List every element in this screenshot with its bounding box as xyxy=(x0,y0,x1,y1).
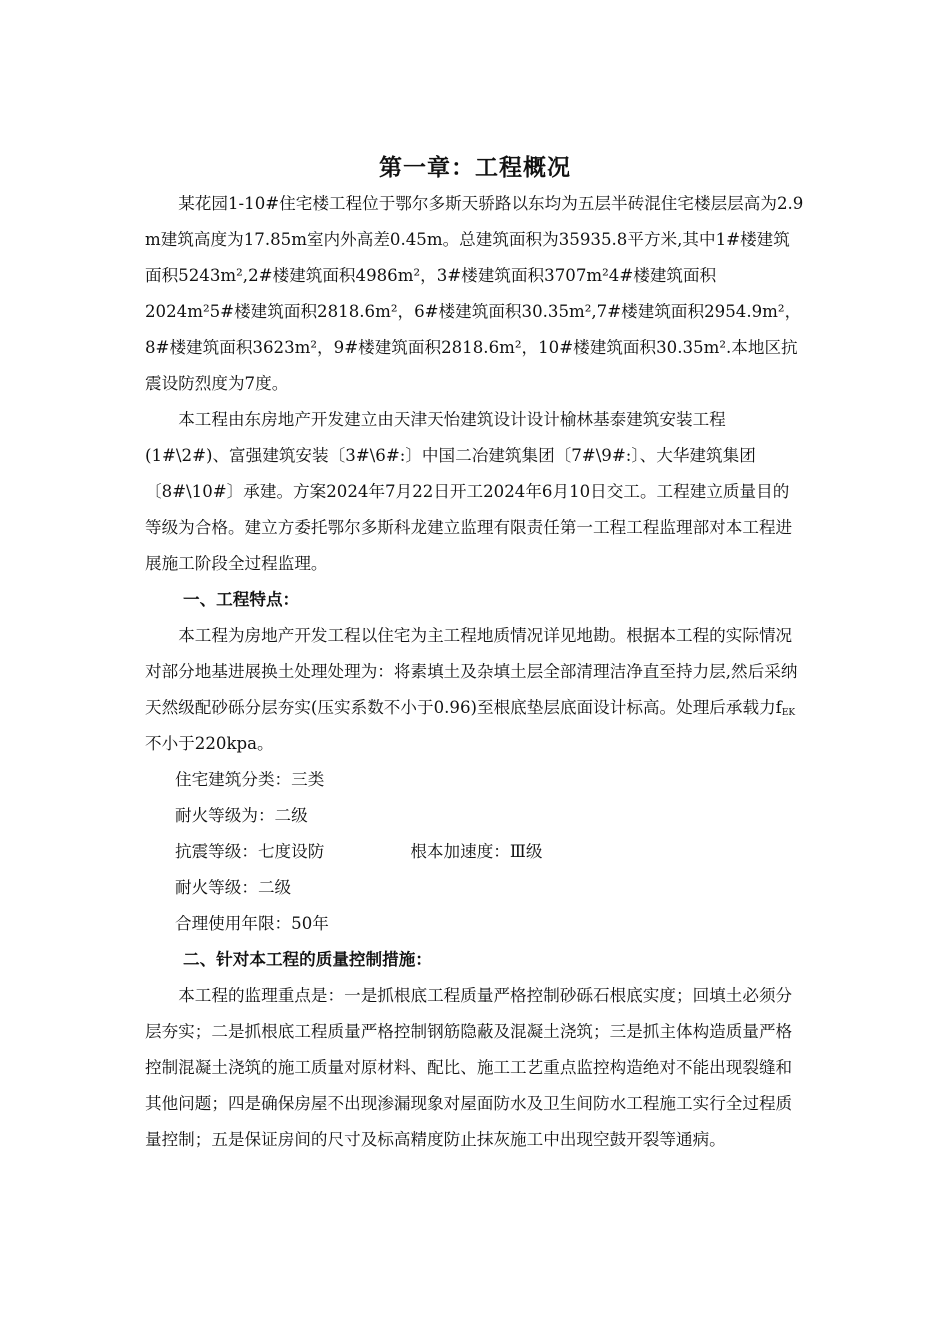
features-text: 本工程为房地产开发工程以住宅为主工程地质情况详见地勘。根据本工程的实际情况对部分地基进展换土处理处理为：将素填土及杂填土层全部清理洁净直至持力层,然后采纳天然级配砂砾分层夯实(压实系数不小于0.96)至根底垫层底面设计标高。处理后承载力f xyxy=(145,626,798,717)
item-seismic-row xyxy=(145,834,805,870)
item-residential-class: 住宅建筑分类：三类 xyxy=(175,770,325,789)
overview-paragraph-1: 某花园1-10#住宅楼工程位于鄂尔多斯天骄路以东均为五层半砖混住宅楼层层高为2.9 m建筑高度为17.85m室内外高差0.45m。总建筑面积为35935.8平方米,其中1#楼建筑面积5243m²,2#楼建筑面积4986m²，3#楼建筑面积3707m²4#楼建筑面积2024m²5#楼建筑面积2818.6m²，6#楼建筑面积30.35m²,7#楼建筑面积2954.9m²，8#楼建筑面积3623m²，9#楼建筑面积2818.6m²，10#楼建筑面积30.35m².本地区抗震设防烈度为7度。 xyxy=(145,194,804,393)
features-text-end: 不小于220kpa。 xyxy=(145,734,274,753)
item-base-acceleration: 根本加速度：Ⅲ级 xyxy=(410,842,543,861)
section-heading-quality-control: 二、针对本工程的质量控制措施： xyxy=(183,950,432,969)
section-heading-features: 一、工程特点： xyxy=(183,590,300,609)
item-seismic-grade: 抗震等级：七度设防 xyxy=(175,842,325,861)
bearing-subscript: EK xyxy=(781,708,796,718)
item-fire-rating-1: 耐火等级为：二级 xyxy=(175,806,308,825)
item-fire-rating-2: 耐火等级：二级 xyxy=(175,878,292,897)
document-body xyxy=(145,186,805,1158)
features-paragraph xyxy=(145,618,805,762)
overview-paragraph-2: 本工程由东房地产开发建立由天津天怡建筑设计设计榆林基泰建筑安装工程(1#\2#)、富强建筑安装〔3#\6#:〕中国二冶建筑集团〔7#\9#:〕、大华建筑集团〔8#\10#〕承建。方案2024年7月22日开工2024年6月10日交工。工程建立质量目的等级为合格。建立方委托鄂尔多斯科龙建立监理有限责任第一工程工程监理部对本工程进展施工阶段全过程监理。 xyxy=(145,410,793,573)
chapter-title: 第一章：工程概况 xyxy=(379,155,571,182)
quality-control-paragraph: 本工程的监理重点是：一是抓根底工程质量严格控制砂砾石根底实度；回填土必须分层夯实；二是抓根底工程质量严格控制钢筋隐蔽及混凝土浇筑；三是抓主体构造质量严格控制混凝土浇筑的施工质量对原材料、配比、施工工艺重点监控构造绝对不能出现裂缝和其他问题；四是确保房屋不出现渗漏现象对屋面防水及卫生间防水工程施工实行全过程质量控制；五是保证房间的尺寸及标高精度防止抹灰施工中出现空鼓开裂等通病。 xyxy=(145,986,793,1149)
item-service-life: 合理使用年限：50年 xyxy=(175,914,329,933)
